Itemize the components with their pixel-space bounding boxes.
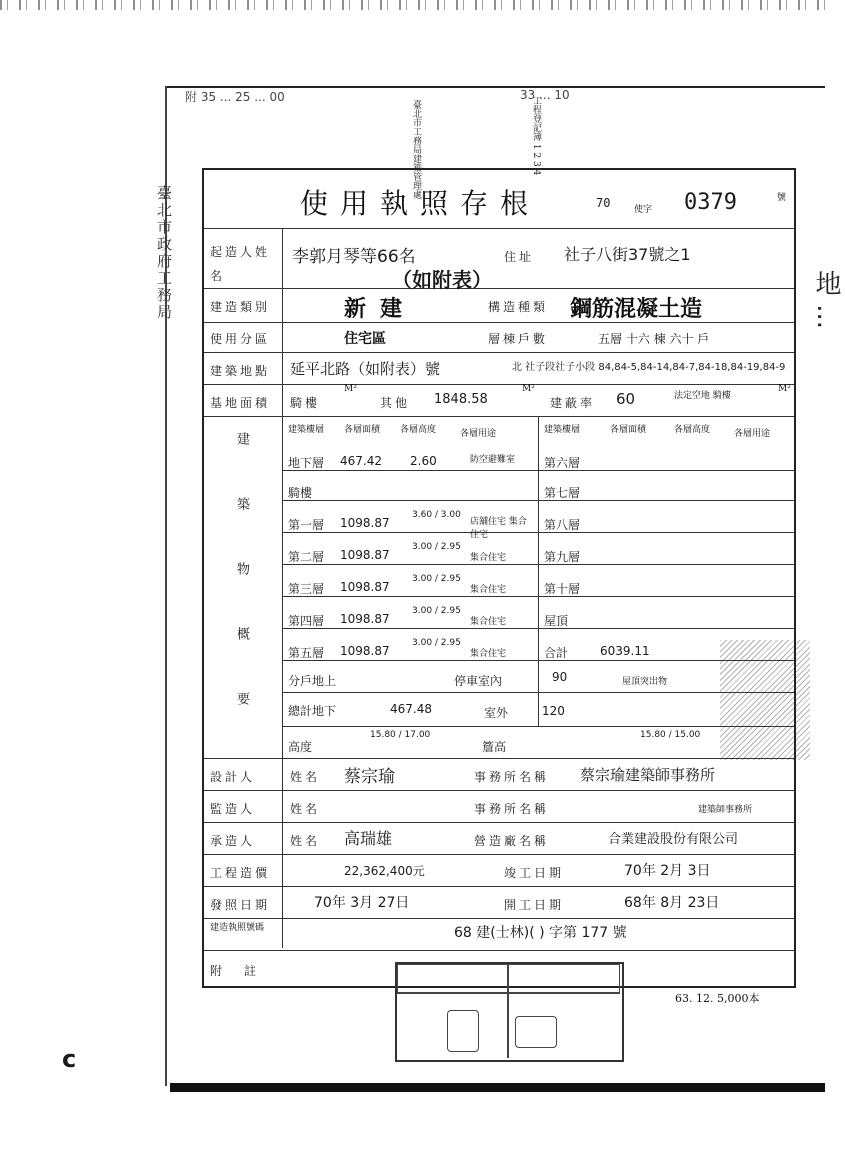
floor-use: 集合住宅 <box>470 617 507 627</box>
designer-name-label: 姓名 <box>290 770 321 784</box>
floor-right-name: 第十層 <box>544 582 581 596</box>
cost-value: 22,362,400元 <box>344 864 425 878</box>
parking-value: 90 <box>552 670 568 684</box>
other-label: 其他 <box>380 396 411 410</box>
arcade-unit: M² <box>344 384 357 394</box>
floor-use: 集合住宅 <box>470 649 507 659</box>
structure-value: 鋼筋混凝土造 <box>570 296 703 322</box>
arcade-label: 騎樓 <box>290 396 321 410</box>
other-value: 1848.58 <box>434 392 488 407</box>
floor-height: 3.00 / 2.95 <box>412 638 461 648</box>
header-vertical-note: 臺北市工務局建築管理處 <box>411 100 421 199</box>
top-right-marks: 33 ... 10 <box>520 88 570 102</box>
address-label: 住址 <box>504 250 535 264</box>
license-prefix: 使字 <box>634 205 653 215</box>
units-value: 五層 十六 棟 六十 戶 <box>598 332 710 346</box>
header-height-left: 各層高度 <box>400 425 437 435</box>
total-area: 6039.11 <box>600 644 650 658</box>
outdoor-value: 120 <box>542 704 565 718</box>
supervisor-office: 建築師事務所 <box>698 805 753 815</box>
units-label: 層棟戶數 <box>488 332 549 346</box>
supervisor-label: 監造人 <box>210 802 256 816</box>
header-vertical-note-2: 工程登記簿 1 2 3 4 <box>531 96 541 176</box>
floor-area: 1098.87 <box>340 612 390 626</box>
total-label: 總計地下 <box>288 704 337 718</box>
license-suffix: 號 <box>775 192 785 201</box>
floor-use: 集合住宅 <box>470 585 507 595</box>
roof-label: 屋頂突出物 <box>622 677 668 687</box>
cost-label: 工程造價 <box>210 866 271 880</box>
outdoor-label: 室外 <box>484 706 509 720</box>
area-label: 基地面積 <box>210 396 271 410</box>
scan-noise-top <box>0 0 832 10</box>
floor-height: 2.60 <box>410 454 437 468</box>
header-height-right: 各層高度 <box>674 425 711 435</box>
legal-coverage-label: 法定空地 騎樓 <box>674 391 731 401</box>
floor-name: 第四層 <box>288 614 325 628</box>
floor-name: 第五層 <box>288 646 325 660</box>
issue-value: 70年 3月 27日 <box>314 895 410 911</box>
zone-value: 住宅區 <box>344 331 386 347</box>
contractor-company-label: 營造廠名稱 <box>474 834 550 848</box>
floor-right-name: 合計 <box>544 646 569 660</box>
floor-name: 第三層 <box>288 582 325 596</box>
start-label: 開工日期 <box>504 898 565 912</box>
building-section-label: 建築物概要 <box>234 432 249 757</box>
remarks-label: 附註 <box>210 964 279 978</box>
supervisor-name-label: 姓名 <box>290 802 321 816</box>
designer-office-label: 事務所名稱 <box>474 770 550 784</box>
other-unit: M² <box>522 384 535 394</box>
contractor-label: 承造人 <box>210 834 256 848</box>
completion-value: 70年 2月 3日 <box>624 863 711 879</box>
attach-mark: （如附表） <box>392 268 492 292</box>
contractor-company: 合業建設股份有限公司 <box>608 832 739 847</box>
issue-label: 發照日期 <box>210 898 271 912</box>
build-type-value: 新建 <box>344 296 417 322</box>
site-lot: 北 社子段社子小段 84,84-5,84-14,84-7,84-18,84-19,84-9 <box>512 362 786 373</box>
completion-label: 竣工日期 <box>504 866 565 880</box>
floor-use: 店舖住宅 集合住宅 <box>470 517 527 540</box>
header-floor-right: 建築樓層 <box>544 425 581 435</box>
owner-label: 起造人姓名 <box>210 245 271 283</box>
floor-height: 3.00 / 2.95 <box>412 542 461 552</box>
height-label: 高度 <box>288 740 313 754</box>
floor-area: 1098.87 <box>340 516 390 530</box>
floor-area: 1098.87 <box>340 548 390 562</box>
floor-right-name: 第六層 <box>544 456 581 470</box>
permit-label: 建造執照號碼 <box>210 923 265 933</box>
floor-use: 防空避難室 <box>470 455 516 465</box>
site-label: 建築地點 <box>210 364 271 378</box>
height-value: 15.80 / 17.00 <box>370 730 431 740</box>
site-value: 延平北路（如附表）號 <box>290 360 441 378</box>
floor-right-name: 第八層 <box>544 518 581 532</box>
eave-value: 15.80 / 15.00 <box>640 730 701 740</box>
left-margin-text: 臺北市政府工務局 <box>155 185 173 321</box>
floor-name: 地下層 <box>288 456 325 470</box>
eave-label: 簷高 <box>482 740 507 754</box>
permit-value: 68 建(士林)( ) 字第 177 號 <box>454 925 627 941</box>
floor-right-name: 第七層 <box>544 486 581 500</box>
scan-bottom-bar <box>170 1083 825 1092</box>
parking-label: 停車室內 <box>454 674 503 688</box>
floor-name: 第一層 <box>288 518 325 532</box>
start-value: 68年 8月 23日 <box>624 895 720 911</box>
floor-area: 1098.87 <box>340 644 390 658</box>
header-floor-left: 建築樓層 <box>288 425 325 435</box>
coverage-label: 建蔽率 <box>550 396 596 410</box>
area-unit-end: M² <box>778 384 791 394</box>
header-area-left: 各層面積 <box>344 425 381 435</box>
license-stub-form <box>202 168 796 988</box>
floor-area: 1098.87 <box>340 580 390 594</box>
license-number: 0379 <box>684 190 737 215</box>
misc-label: 分戶地上 <box>288 674 337 688</box>
top-left-marks: 附 35 ... 25 ... 00 <box>185 90 285 104</box>
floor-right-name: 第九層 <box>544 550 581 564</box>
floor-name: 第二層 <box>288 550 325 564</box>
margin-mark: c <box>62 1045 77 1073</box>
coverage-value: 60 <box>616 390 636 408</box>
designer-label: 設計人 <box>210 770 256 784</box>
license-year: 70 <box>596 196 611 210</box>
owner-value: 李郭月琴等66名 <box>292 247 416 267</box>
supervisor-office-label: 事務所名稱 <box>474 802 550 816</box>
right-margin-text: 地 ... <box>811 270 841 330</box>
floor-area: 467.42 <box>340 454 382 468</box>
designer-office: 蔡宗瑜建築師事務所 <box>580 766 716 784</box>
form-title: 使用執照存根 <box>300 187 541 220</box>
floor-name: 騎樓 <box>288 486 313 500</box>
build-type-label: 建造類別 <box>210 300 271 314</box>
header-use-right: 各層用途 <box>734 429 771 439</box>
header-area-right: 各層面積 <box>610 425 647 435</box>
footer-note: 63. 12. 5,000本 <box>675 992 760 1005</box>
floor-height: 3.60 / 3.00 <box>412 510 461 520</box>
floor-use: 集合住宅 <box>470 553 507 563</box>
header-use-left: 各層用途 <box>460 429 497 439</box>
designer-name: 蔡宗瑜 <box>344 767 395 787</box>
floor-height: 3.00 / 2.95 <box>412 606 461 616</box>
floor-right-name: 屋頂 <box>544 614 569 628</box>
floor-height: 3.00 / 2.95 <box>412 574 461 584</box>
structure-label: 構造種類 <box>488 300 549 314</box>
contractor-name: 高瑞雄 <box>344 829 393 848</box>
zone-label: 使用分區 <box>210 332 271 346</box>
address-value: 社子八街37號之1 <box>564 245 691 264</box>
total-value: 467.48 <box>390 702 432 716</box>
contractor-name-label: 姓名 <box>290 834 321 848</box>
approval-stamp-box <box>395 962 624 1062</box>
